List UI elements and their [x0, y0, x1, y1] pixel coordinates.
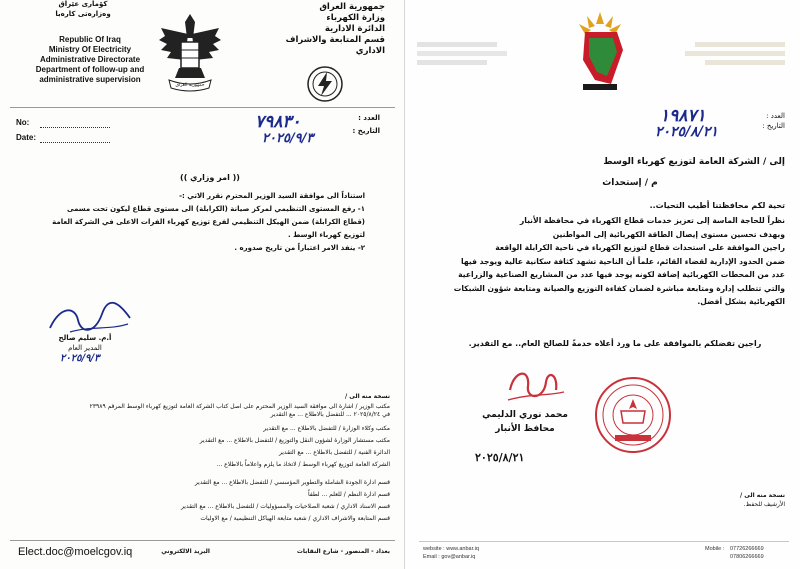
handwritten-date: ٢٠٢٥/٨/٢١ [655, 124, 718, 140]
header-en-line: Ministry Of Electricity [48, 45, 132, 54]
header-kurdish-block [28, 0, 138, 18]
header-ar-line: قسم المتابعة والاشراف الاداري [285, 35, 385, 56]
header-arabic-block [270, 2, 385, 57]
letter-body-line: والتي تتطلب إدارة ومتابعة مباشرة لضمان كفاءة التوزيع والصيانة ومتابعة شؤون الشبكات [453, 283, 785, 293]
letter-body-line: ضمن الحدود الإدارية لقضاء القائم، علماً أن الناحية تشهد كثافة سكانية عالية ويوجد فيها [461, 256, 785, 266]
no-field-line [40, 127, 110, 128]
copy-item: قسم ادارة الجودة الشاملة والتطوير المؤسسي / للتفضل بالاطلاع ... مع التقدير [194, 479, 390, 486]
letter-body-line: الكهربائية بشكل أفضل. [697, 297, 785, 306]
copy-item: مكتب مستشار الوزارة لشؤون النقل والتوزيع / للتفضل بالاطلاع ... مع التقدير [199, 437, 390, 444]
letter-body-line: وبهدف تحسين مستوى إيصال الطاقة الكهربائية إلى المواطنين [552, 229, 785, 239]
header-en-line: Republic Of Iraq [59, 35, 121, 44]
handwritten-number: ٧٩٨٣٠ [255, 112, 301, 132]
date-label: Date: [16, 133, 37, 142]
order-body-line: (قطاع الكرابلة) ضمن الهيكل التنظيمي لفرع توزيع كهرباء الفرات الاعلى في الشركة العامة [52, 218, 365, 226]
closing-line: راجين تفضلكم بالموافقة على ما ورد أعلاه خدمةً للصالح العام.. مع التقدير. [468, 339, 762, 348]
iraq-eagle-emblem [155, 8, 225, 98]
header-english-block [20, 35, 160, 85]
governor-date: ٢٠٢٥/٨/٢١ [475, 451, 525, 464]
header-divider [10, 107, 395, 108]
order-body-line: لتوزيع كهرباء الوسط . [288, 231, 365, 239]
footer-mobile-1: 07726266669 [730, 546, 764, 552]
signature-governor [500, 360, 570, 410]
copy-item: الشركة العامة لتوزيع كهرباء الوسط / لاتخاذ ما يلزم واعلاماً بالاطلاع ... [216, 461, 390, 468]
header-en-line: Administrative Directorate [39, 55, 141, 64]
footer-email: Elect.doc@moelcgov.iq [18, 546, 133, 558]
copy-title: نسخة منه الى / [740, 492, 785, 499]
handwritten-number: ١٩٨٧١ [660, 106, 706, 126]
governor-title: محافظ الأنبار [495, 424, 555, 434]
date-label-ar: التاريخ : [762, 122, 785, 130]
faded-header-arabic [675, 38, 785, 78]
letter-body [425, 214, 785, 309]
letter-body-line: راجين الموافقة على استحداث قطاع لتوزيع الكهرباء في ناحية الكرابلة الواقعة [495, 243, 785, 252]
header-kurdish-line-1: کۆماری عێراق [58, 0, 108, 8]
letter-body-line: عدد من المحطات الكهربائية إضافة لكونه يوجد فيها عدد من المشاريع الصناعية والزراعية [458, 270, 785, 279]
order-body-line: ١- رفع المستوى التنظيمي لمركز صيانة (الكرابلة) الى مستوى قطاع ليكون تحت مسمى [66, 205, 365, 213]
footer-mobile-2: 07806266669 [730, 554, 764, 560]
copies-list [50, 403, 390, 523]
header-ar-line: وزارة الكهرباء [326, 13, 385, 23]
order-body-line: ٢- ينفذ الامر اعتباراً من تاريخ صدوره . [234, 244, 365, 252]
letter-body-line: نظراً للحاجة الماسة إلى تعزيز خدمات قطاع الكهرباء في محافظة الأنبار [519, 216, 785, 225]
copy-item: قسم ادارة النظم / للعلم ... لطفاً [308, 491, 390, 498]
header-ar-line: الدائرة الادارية [324, 24, 385, 34]
header-en-line: administrative supervision [39, 75, 141, 84]
signer-date: ٢٠٢٥/٩/٣ [60, 353, 100, 364]
no-label: No: [16, 118, 30, 127]
copy-item: الدائرة الفنية / للتفضل بالاطلاع ... مع التقدير [278, 449, 390, 456]
recipient: إلى / الشركة العامة لتوزيع كهرباء الوسط [603, 157, 785, 167]
anbar-governor-letter [405, 0, 800, 569]
order-title: (( امر وزاري )) [180, 173, 240, 182]
order-body [20, 190, 365, 255]
copy-item: الأرشيف للحفظ. [743, 501, 785, 508]
signer-title: المدير العام [68, 344, 102, 352]
footer-divider [10, 540, 395, 541]
governor-office-stamp [593, 375, 673, 455]
handwritten-date: ٢٠٢٥/٩/٣ [262, 131, 314, 146]
copy-item: قسم المتابعة والاشراف الاداري / شعبة متابعة الهياكل التنظيمية / مع الاوليات [200, 515, 390, 522]
emblem-caption: جمهورية العراق [175, 83, 205, 88]
anbar-governorate-emblem [565, 10, 635, 95]
ministry-electricity-logo [305, 64, 345, 104]
number-label-ar: العدد : [358, 114, 380, 122]
signer-name: أ.م. سليم صالح [58, 334, 112, 342]
header-ar-line: جمهورية العراق [319, 2, 385, 12]
governor-name: محمد نوري الدليمي [482, 410, 568, 420]
copy-title: نسخة منه الى / [345, 393, 390, 400]
date-label-ar: التاريخ : [352, 127, 380, 135]
footer-divider [419, 541, 789, 542]
header-en-line: Department of follow-up and [35, 65, 145, 74]
copy-item: في ٢٠٢٥/٨/٢٤ ... للتفضل بالاطلاع ... مع التقدير [270, 411, 390, 418]
footer-address: بغداد - المنصور - شارع النقابات [296, 548, 390, 555]
number-label-ar: العدد : [766, 112, 785, 120]
footer-email: Email : gov@anbar.iq [423, 554, 476, 560]
copy-item: مكتب الوزير / اشارة الى موافقة السيد الوزير المحترم على اصل كتاب الشركة العامة لتوزيع كهرباء الوسط المرقم ٢٣٩٨٩ [89, 403, 390, 410]
copy-item: قسم الاسناد الاداري / شعبة الصلاحيات والمسؤوليات / للتفضل بالاطلاع ... مع التقدير [180, 503, 390, 510]
faded-header-english [417, 38, 517, 78]
footer-email-label: البريد الالكتروني [161, 548, 210, 555]
subject: م / إستحداث [602, 178, 658, 188]
header-kurdish-line-2: وەزارەتی کارەبا [55, 9, 111, 18]
date-field-line [40, 142, 110, 143]
footer-website: website : www.anbar.iq [423, 546, 479, 552]
copy-item: مكتب وكلاء الوزارة / للتفضل بالاطلاع ... مع التقدير [263, 425, 390, 432]
order-body-line: استناداً الى موافقة السيد الوزير المحترم نقرر الاتي :- [179, 192, 365, 200]
greeting: تحية لكم محافظتنا أطيب التحيات.. [649, 201, 785, 210]
footer-mobile-label: Mobile : [705, 546, 725, 552]
